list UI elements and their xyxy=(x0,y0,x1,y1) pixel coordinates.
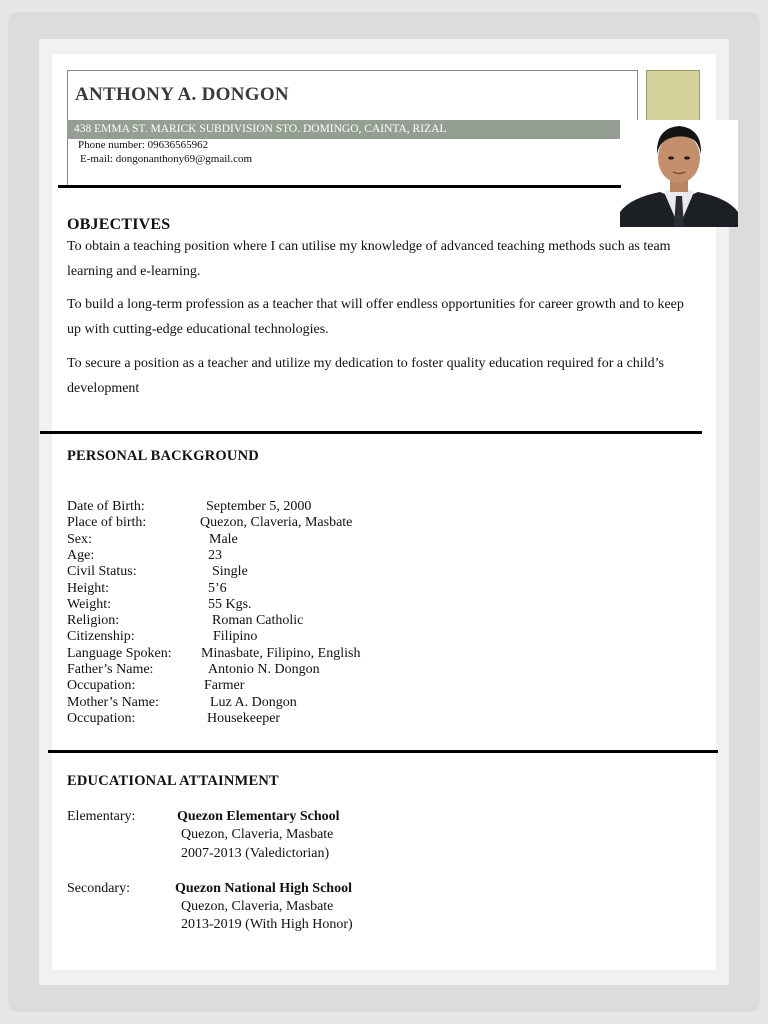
detail-label: Place of birth: xyxy=(67,515,147,531)
objective-paragraph: To build a long-term profession as a teacher that will offer endless opportunities for career growth and to keep up with cutting-edge educational technologies. xyxy=(67,297,684,337)
header-divider xyxy=(58,185,621,188)
detail-value: Housekeeper xyxy=(207,710,281,726)
objectives-divider xyxy=(40,431,702,434)
resume-sheet xyxy=(52,54,716,970)
detail-value: Male xyxy=(209,531,238,547)
education-level: Secondary: xyxy=(67,881,130,896)
detail-value: 5’6 xyxy=(208,580,227,596)
school-years: 2013-2019 (With High Honor) xyxy=(181,917,353,932)
school-location: Quezon, Claveria, Masbate xyxy=(181,899,334,914)
detail-value: 55 Kgs. xyxy=(208,596,252,612)
header-accent-box xyxy=(646,70,700,122)
detail-label: Citizenship: xyxy=(67,629,135,645)
detail-value: 23 xyxy=(208,547,222,563)
personal-background-heading: PERSONAL BACKGROUND xyxy=(67,448,259,464)
profile-photo-illustration xyxy=(620,120,738,227)
school-years: 2007-2013 (Valedictorian) xyxy=(181,846,330,861)
detail-value: Quezon, Claveria, Masbate xyxy=(200,515,353,531)
detail-label: Religion: xyxy=(67,613,120,629)
detail-label: Sex: xyxy=(67,531,92,547)
detail-value: Antonio N. Dongon xyxy=(208,662,320,677)
address-bar: 438 EMMA ST. MARICK SUBDIVISION STO. DOMINGO, CAINTA, RIZAL xyxy=(67,120,620,139)
detail-value: Minasbate, Filipino, English xyxy=(201,645,361,661)
education-heading: EDUCATIONAL ATTAINMENT xyxy=(67,773,279,789)
detail-label: Height: xyxy=(67,580,109,596)
detail-value: Roman Catholic xyxy=(212,613,304,629)
phone-number: Phone number: 09636565962 xyxy=(78,139,209,151)
school-name xyxy=(175,880,352,897)
school-location: Quezon, Claveria, Masbate xyxy=(181,827,334,842)
detail-value: September 5, 2000 xyxy=(206,499,312,514)
detail-value: Luz A. Dongon xyxy=(210,694,297,710)
detail-label: Occupation: xyxy=(67,710,136,726)
detail-label: Mother’s Name: xyxy=(67,694,159,710)
school-name-text: Quezon Elementary School xyxy=(177,809,340,824)
education-level: Elementary: xyxy=(67,809,136,824)
school-name-text: Quezon National High School xyxy=(175,881,352,896)
objective-paragraph: To secure a position as a teacher and utilize my dedication to foster quality education required for a child’s development xyxy=(67,356,664,396)
detail-value: Filipino xyxy=(213,629,258,645)
applicant-name: ANTHONY A. DONGON xyxy=(75,84,289,105)
detail-label: Civil Status: xyxy=(67,564,137,580)
detail-label: Father’s Name: xyxy=(67,662,154,677)
detail-label: Date of Birth: xyxy=(67,499,145,514)
detail-label: Occupation: xyxy=(67,678,136,694)
school-name xyxy=(177,808,340,825)
objective-paragraph: To obtain a teaching position where I can utilise my knowledge of advanced teaching methods such as team learning and e-learning. xyxy=(67,239,671,279)
profile-photo xyxy=(620,120,738,227)
personal-divider xyxy=(48,750,718,753)
detail-value: Single xyxy=(212,564,248,580)
detail-value: Farmer xyxy=(204,678,245,694)
detail-label: Language Spoken: xyxy=(67,645,172,661)
objectives-heading: OBJECTIVES xyxy=(67,216,171,233)
detail-label: Weight: xyxy=(67,596,111,612)
detail-label: Age: xyxy=(67,547,95,563)
email-address: E-mail: dongonanthony69@gmail.com xyxy=(80,153,253,165)
